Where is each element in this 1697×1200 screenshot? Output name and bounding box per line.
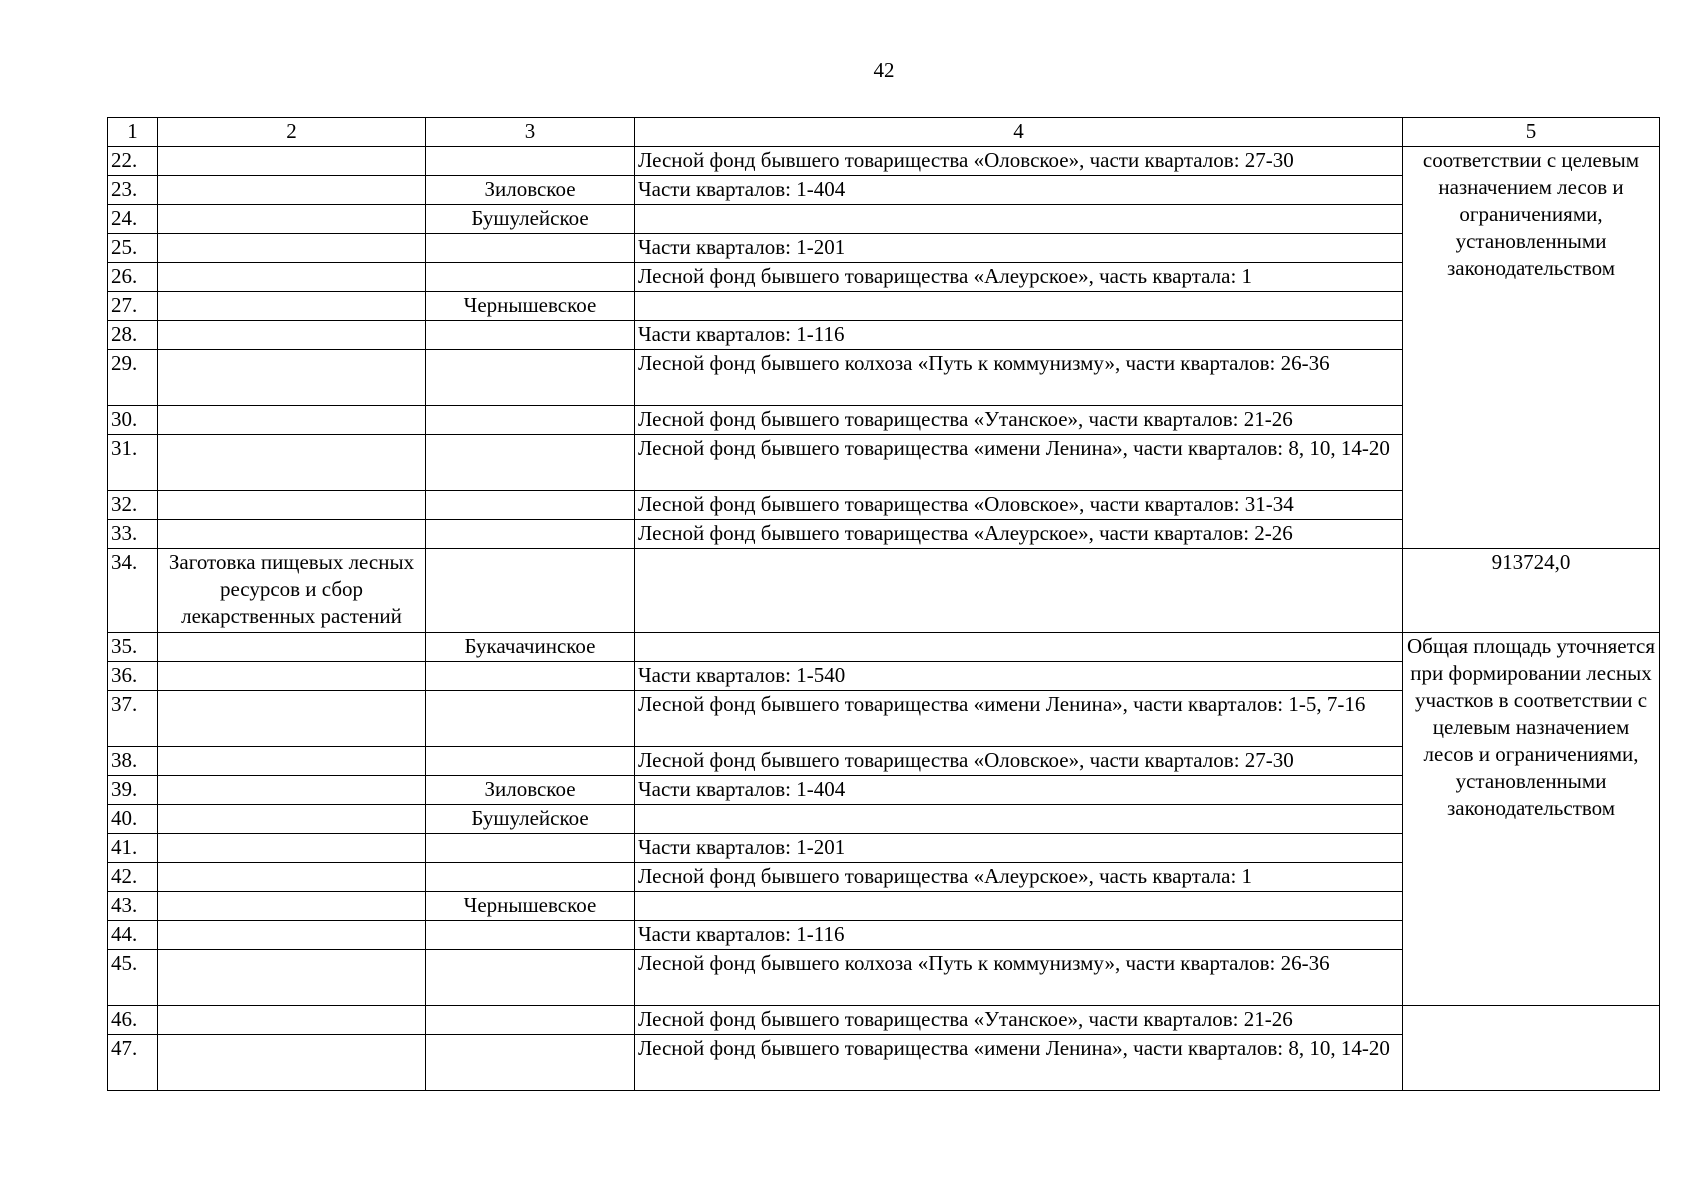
table-row [108,147,1660,176]
row-number: 41. [108,834,158,863]
row-number: 43. [108,892,158,921]
activity-cell [158,834,426,863]
header-col-4: 4 [635,118,1403,147]
row-number: 25. [108,234,158,263]
forestry-cell [426,234,635,263]
forestry-cell [426,1006,635,1035]
forestry-cell: Бушулейское [426,205,635,234]
header-col-3: 3 [426,118,635,147]
forestry-cell [426,921,635,950]
activity-cell [158,234,426,263]
forestry-cell: Чернышевское [426,892,635,921]
forestry-cell [426,491,635,520]
row-number: 35. [108,633,158,662]
header-row [108,118,1660,147]
activity-cell [158,950,426,1006]
row-number: 37. [108,691,158,747]
forestry-cell [426,691,635,747]
row-number: 30. [108,406,158,435]
row-number: 44. [108,921,158,950]
quarters-cell: Лесной фонд бывшего товарищества «Алеурское», части кварталов: 2-26 [635,520,1403,549]
row-number: 42. [108,863,158,892]
row-number: 28. [108,321,158,350]
activity-cell [158,292,426,321]
quarters-cell: Лесной фонд бывшего товарищества «имени Ленина», части кварталов: 8, 10, 14-20 [635,1035,1403,1091]
quarters-cell [635,292,1403,321]
quarters-cell: Лесной фонд бывшего колхоза «Путь к коммунизму», части кварталов: 26-36 [635,350,1403,406]
forestry-cell: Чернышевское [426,292,635,321]
quarters-cell: Лесной фонд бывшего товарищества «Оловское», части кварталов: 27-30 [635,147,1403,176]
forestry-cell [426,662,635,691]
forestry-cell [426,435,635,491]
quarters-cell: Лесной фонд бывшего товарищества «Алеурское», часть квартала: 1 [635,263,1403,292]
activity-cell [158,747,426,776]
activity-cell [158,176,426,205]
quarters-cell: Части кварталов: 1-540 [635,662,1403,691]
activity-cell [158,520,426,549]
row-number: 22. [108,147,158,176]
activity-cell [158,921,426,950]
quarters-cell: Части кварталов: 1-201 [635,234,1403,263]
forestry-cell [426,747,635,776]
row-number: 23. [108,176,158,205]
row-number: 27. [108,292,158,321]
forestry-cell [426,863,635,892]
area-note-cell-2: Общая площадь уточняется при формировании лесных участков в соответствии с целевым назначением лесов и ограничениями, установленными законодательством [1403,633,1660,1006]
quarters-cell: Лесной фонд бывшего товарищества «Алеурское», часть квартала: 1 [635,863,1403,892]
table-row [108,549,1660,633]
row-number: 36. [108,662,158,691]
quarters-cell: Части кварталов: 1-404 [635,776,1403,805]
forestry-cell: Букачачинское [426,633,635,662]
header-col-5: 5 [1403,118,1660,147]
row-number: 38. [108,747,158,776]
activity-cell [158,892,426,921]
quarters-cell: Части кварталов: 1-116 [635,321,1403,350]
quarters-cell [635,549,1403,633]
quarters-cell: Лесной фонд бывшего товарищества «Утанское», части кварталов: 21-26 [635,1006,1403,1035]
activity-cell [158,491,426,520]
forestry-cell [426,321,635,350]
quarters-cell [635,892,1403,921]
quarters-cell: Части кварталов: 1-404 [635,176,1403,205]
row-number: 34. [108,549,158,633]
activity-cell [158,1035,426,1091]
row-number: 31. [108,435,158,491]
activity-cell [158,147,426,176]
forestry-cell [426,520,635,549]
quarters-cell: Лесной фонд бывшего товарищества «Оловское», части кварталов: 31-34 [635,491,1403,520]
row-number: 32. [108,491,158,520]
row-number: 24. [108,205,158,234]
forestry-cell [426,1035,635,1091]
forestry-cell [426,834,635,863]
activity-cell: Заготовка пищевых лесных ресурсов и сбор лекарственных растений [158,549,426,633]
total-area-cell: 913724,0 [1403,549,1660,633]
activity-cell [158,776,426,805]
row-number: 45. [108,950,158,1006]
forestry-cell: Зиловское [426,776,635,805]
row-number: 47. [108,1035,158,1091]
activity-cell [158,1006,426,1035]
quarters-cell: Части кварталов: 1-116 [635,921,1403,950]
activity-cell [158,406,426,435]
quarters-cell: Части кварталов: 1-201 [635,834,1403,863]
quarters-cell: Лесной фонд бывшего колхоза «Путь к коммунизму», части кварталов: 26-36 [635,950,1403,1006]
activity-cell [158,633,426,662]
activity-cell [158,321,426,350]
area-note-cell-3 [1403,1006,1660,1091]
row-number: 40. [108,805,158,834]
table-row [108,1006,1660,1035]
quarters-cell [635,805,1403,834]
quarters-cell [635,205,1403,234]
activity-cell [158,435,426,491]
activity-cell [158,662,426,691]
activity-cell [158,691,426,747]
forest-use-table [107,117,1660,1091]
forestry-cell [426,350,635,406]
activity-cell [158,205,426,234]
quarters-cell [635,633,1403,662]
row-number: 46. [108,1006,158,1035]
activity-cell [158,863,426,892]
forestry-cell [426,406,635,435]
row-number: 29. [108,350,158,406]
forestry-cell [426,549,635,633]
quarters-cell: Лесной фонд бывшего товарищества «Утанское», части кварталов: 21-26 [635,406,1403,435]
forestry-cell [426,950,635,1006]
table-row [108,633,1660,662]
activity-cell [158,805,426,834]
area-note-cell-1: соответствии с целевым назначением лесов и ограничениями, установленными законодательством [1403,147,1660,549]
quarters-cell: Лесной фонд бывшего товарищества «Оловское», части кварталов: 27-30 [635,747,1403,776]
header-col-2: 2 [158,118,426,147]
forestry-cell: Бушулейское [426,805,635,834]
forestry-cell [426,147,635,176]
forestry-cell [426,263,635,292]
forestry-cell: Зиловское [426,176,635,205]
row-number: 33. [108,520,158,549]
row-number: 26. [108,263,158,292]
quarters-cell: Лесной фонд бывшего товарищества «имени Ленина», части кварталов: 8, 10, 14-20 [635,435,1403,491]
page-number: 42 [873,58,895,82]
row-number: 39. [108,776,158,805]
header-col-1: 1 [108,118,158,147]
activity-cell [158,350,426,406]
quarters-cell: Лесной фонд бывшего товарищества «имени Ленина», части кварталов: 1-5, 7-16 [635,691,1403,747]
activity-cell [158,263,426,292]
